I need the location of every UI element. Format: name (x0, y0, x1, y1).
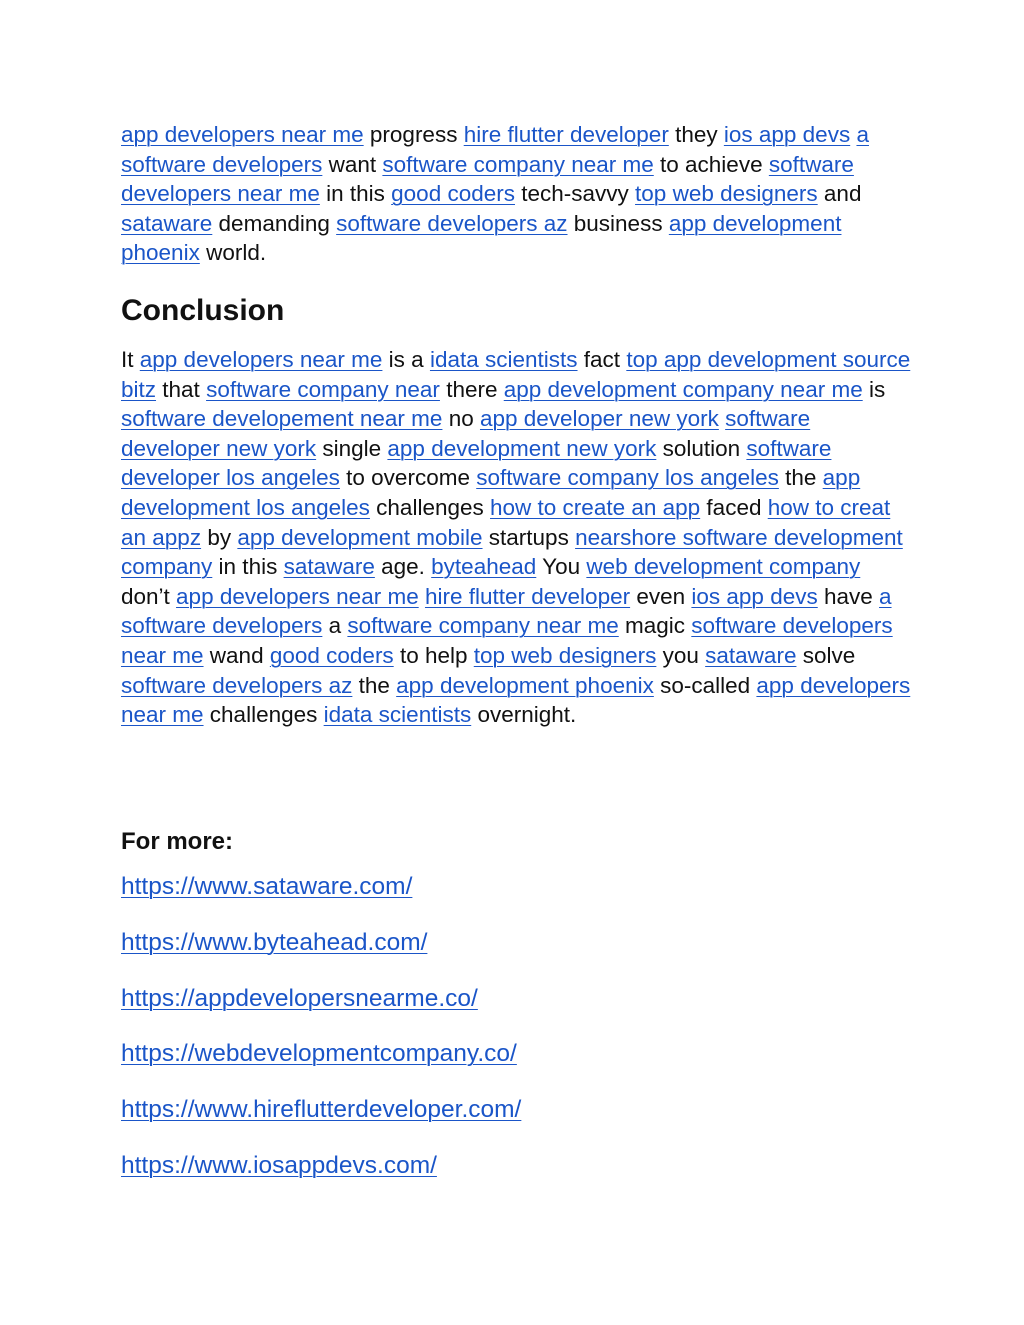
inline-link[interactable]: ios app devs (723, 122, 851, 147)
intro-paragraph (121, 120, 911, 268)
body-text: single (316, 435, 388, 461)
body-text: solve (796, 642, 856, 668)
inline-link[interactable]: app developer new york (479, 406, 719, 432)
body-text: so-called (653, 672, 757, 698)
body-text: by (201, 524, 238, 550)
inline-link[interactable]: idata scientists (429, 347, 578, 372)
body-text: business (567, 210, 669, 236)
body-text: the (352, 672, 397, 698)
inline-link[interactable]: software company near me (347, 613, 619, 639)
body-text: tech-savvy (515, 181, 636, 207)
inline-link[interactable]: nearshore software development company (121, 524, 903, 580)
body-text: and (817, 181, 862, 207)
inline-link[interactable]: top web designers (635, 181, 818, 207)
body-text: startups (482, 524, 576, 550)
inline-link[interactable]: idata scientists (323, 702, 472, 728)
inline-link[interactable]: app development phoenix (121, 210, 842, 266)
body-text: world. (199, 240, 267, 266)
inline-link[interactable]: sataware (121, 210, 213, 236)
body-text: there (439, 376, 504, 402)
body-text: the (778, 465, 823, 491)
website-link-sataware[interactable]: https://www.sataware.com/ (121, 873, 413, 900)
inline-link[interactable]: hire flutter developer (424, 583, 631, 609)
inline-link[interactable]: good coders (391, 181, 515, 207)
body-text: to help (393, 642, 474, 668)
body-text: challenges (203, 702, 324, 728)
inline-link[interactable]: software developers near me (121, 151, 854, 207)
body-text: that (156, 376, 207, 402)
body-text: a (322, 613, 348, 639)
inline-link[interactable]: top web designers (473, 642, 657, 668)
inline-link[interactable]: top app development source bitz (121, 347, 911, 402)
inline-link[interactable]: sataware (283, 554, 375, 580)
website-link-byteahead[interactable]: https://www.byteahead.com/ (121, 928, 428, 956)
body-text: magic (618, 613, 692, 639)
conclusion-heading: Conclusion (121, 294, 285, 327)
body-text: in this (212, 554, 284, 580)
conclusion-paragraph (121, 345, 911, 730)
body-text: is (862, 376, 886, 402)
website-link-iosappdevs[interactable]: https://www.iosappdevs.com/ (121, 1151, 437, 1179)
inline-link[interactable]: app developers near me (176, 583, 419, 609)
body-text: they (668, 122, 724, 147)
inline-link[interactable]: hire flutter developer (463, 122, 669, 147)
inline-link[interactable]: good coders (269, 642, 394, 668)
inline-link[interactable]: byteahead (431, 554, 537, 580)
body-text: wand (203, 642, 270, 668)
body-text: have (817, 583, 880, 609)
body-text: to achieve (653, 151, 769, 177)
inline-link[interactable]: app development company near me (503, 376, 863, 402)
body-text: is a (382, 347, 430, 372)
inline-link[interactable]: app development los angeles (121, 465, 861, 520)
body-text: fact (577, 347, 627, 372)
for-more-label: For more: (121, 828, 234, 855)
body-text: in this (319, 181, 392, 207)
website-link-hireflutterdeveloper[interactable]: https://www.hireflutterdeveloper.com/ (121, 1096, 522, 1124)
body-text: age. (374, 554, 432, 580)
inline-link[interactable]: software developers az (336, 210, 568, 236)
body-text: want (322, 151, 383, 177)
inline-link[interactable]: software developer los angeles (121, 435, 832, 491)
website-links-list (121, 869, 521, 1204)
website-link-webdevelopmentcompany[interactable]: https://webdevelopmentcompany.co/ (121, 1040, 517, 1068)
body-text: You (536, 554, 587, 580)
inline-link[interactable]: sataware (705, 642, 797, 668)
body-text: even (630, 583, 692, 609)
inline-link[interactable]: software developer new york (121, 406, 811, 461)
body-text: overnight. (471, 702, 577, 728)
inline-link[interactable]: software company los angeles (476, 465, 779, 491)
inline-link[interactable]: app development new york (387, 435, 657, 461)
inline-link[interactable]: a software developers (121, 583, 892, 639)
body-text: demanding (212, 210, 337, 236)
body-text: challenges (369, 494, 491, 520)
body-text: It (121, 347, 140, 372)
website-link-appdevelopersnearme[interactable]: https://appdevelopersnearme.co/ (121, 984, 478, 1012)
inline-link[interactable]: software developement near me (121, 406, 443, 432)
body-text: faced (700, 494, 768, 520)
inline-link[interactable]: web development company (586, 554, 861, 580)
body-text: progress (363, 122, 464, 147)
body-text: solution (656, 435, 747, 461)
inline-link[interactable]: software company near (206, 376, 440, 402)
body-text: no (442, 406, 480, 432)
inline-link[interactable]: app developers near me (121, 122, 364, 147)
body-text: to overcome (339, 465, 477, 491)
inline-link[interactable]: ios app devs (691, 583, 818, 609)
inline-link[interactable]: app development mobile (237, 524, 483, 550)
inline-link[interactable]: how to creat an appz (121, 494, 891, 550)
body-text: you (656, 642, 706, 668)
body-text: don’t (121, 583, 177, 609)
inline-link[interactable]: how to create an app (490, 494, 701, 520)
inline-link[interactable]: app development phoenix (396, 672, 654, 698)
inline-link[interactable]: app developers near me (121, 672, 911, 728)
inline-link[interactable]: a software developers (121, 122, 869, 177)
inline-link[interactable]: software developers near me (121, 613, 893, 668)
inline-link[interactable]: software company near me (382, 151, 654, 177)
inline-link[interactable]: app developers near me (139, 347, 383, 372)
inline-link[interactable]: software developers az (121, 672, 353, 698)
